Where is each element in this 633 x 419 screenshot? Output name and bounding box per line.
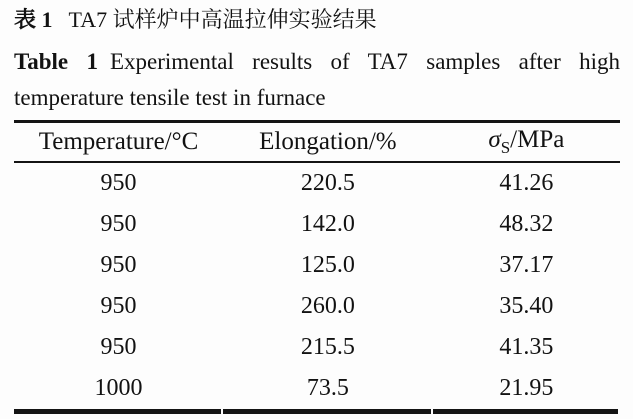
elongation-cell: 260.0 xyxy=(300,293,355,319)
sigma-cell: 41.35 xyxy=(499,334,554,360)
elongation-cell: 220.5 xyxy=(300,170,355,196)
column-header-elongation: Elongation/% xyxy=(259,128,397,155)
sigma-cell: 35.40 xyxy=(499,293,554,319)
column-header-temperature: Temperature/°C xyxy=(38,128,199,155)
sigma-cell: 21.95 xyxy=(499,375,554,401)
table-caption-chinese xyxy=(14,2,620,38)
table-header-row xyxy=(14,122,620,163)
elongation-cell: 215.5 xyxy=(300,334,355,360)
rule-segment xyxy=(433,409,618,414)
results-table xyxy=(14,120,620,409)
elongation-cell: 125.0 xyxy=(300,252,355,278)
sigma-symbol: σ xyxy=(488,126,501,153)
sigma-cell: 48.32 xyxy=(499,211,554,237)
sigma-cell: 37.17 xyxy=(499,252,554,278)
table-caption-chinese-label: 表 1 xyxy=(14,7,53,32)
sigma-unit: /MPa xyxy=(510,126,565,153)
table-row xyxy=(14,162,620,204)
temperature-cell: 950 xyxy=(100,211,137,237)
temperature-cell: 950 xyxy=(100,252,137,278)
temperature-cell: 950 xyxy=(100,293,137,319)
table-caption-english-line2: temperature tensile test in furnace xyxy=(14,85,326,110)
table-caption-chinese-text: TA7 试样炉中高温拉伸实验结果 xyxy=(68,7,377,32)
table-bottom-rule xyxy=(14,409,620,414)
table-row xyxy=(14,327,620,368)
temperature-cell: 1000 xyxy=(94,375,143,401)
table-caption-english-line1-text: Experimental results of TA7 samples after high xyxy=(109,49,621,74)
table-caption-english-label: Table 1 xyxy=(14,49,98,74)
temperature-cell: 950 xyxy=(100,170,137,196)
table-row xyxy=(14,286,620,327)
temperature-cell: 950 xyxy=(100,334,137,360)
table-row xyxy=(14,204,620,245)
sigma-subscript: S xyxy=(500,138,511,157)
sigma-cell: 41.26 xyxy=(499,170,554,196)
rule-segment xyxy=(223,409,431,414)
column-header-sigma xyxy=(433,122,620,163)
table-row xyxy=(14,368,620,409)
rule-segment xyxy=(14,409,221,414)
elongation-cell: 73.5 xyxy=(306,375,349,401)
table-row xyxy=(14,245,620,286)
table-caption-english-line1 xyxy=(14,44,620,80)
elongation-cell: 142.0 xyxy=(300,211,355,237)
